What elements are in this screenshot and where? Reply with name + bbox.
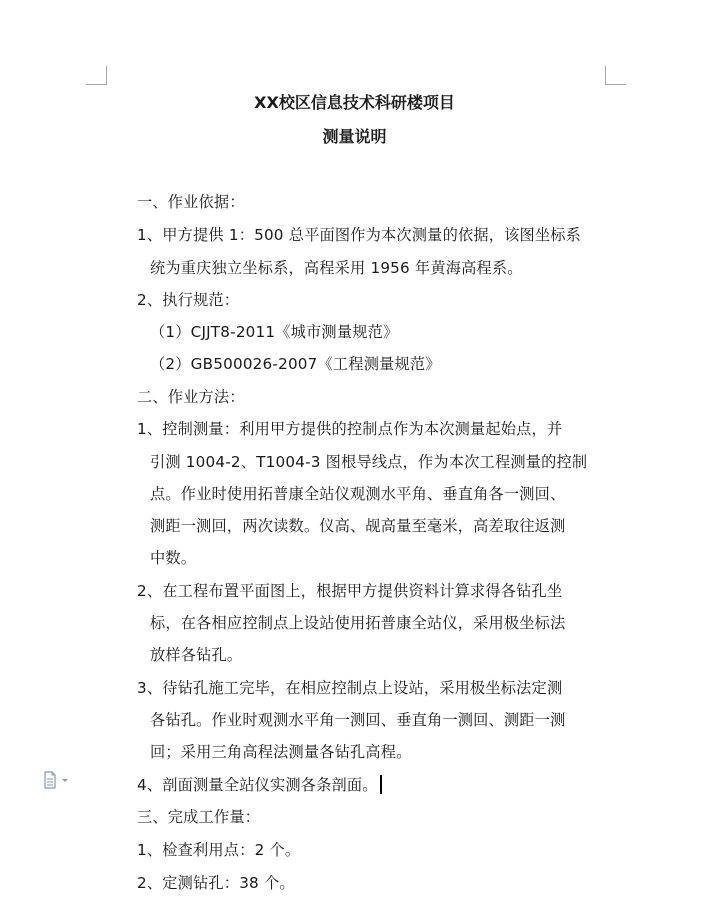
paragraph-line: 回；采用三角高程法测量各钻孔高程。 — [150, 743, 412, 761]
paragraph-line: 中数。 — [150, 549, 197, 567]
paragraph-line: 1、控制测量：利用甲方提供的控制点作为本次测量起始点，并 — [137, 420, 563, 438]
paragraph-line: 标，在各相应控制点上设站使用拓普康全站仪，采用极坐标法 — [150, 614, 566, 632]
text-cursor — [380, 775, 382, 794]
paragraph-line: 点。作业时使用拓普康全站仪观测水平角、垂直角各一测回、 — [150, 485, 566, 503]
section-heading-workload: 三、完成工作量： — [137, 808, 261, 826]
paragraph-line: （2）GB500026-2007《工程测量规范》 — [150, 355, 441, 373]
paragraph-line: 测距一测回，两次读数。仪高、觇高量至毫米，高差取往返测 — [150, 517, 566, 535]
document-title: XX校区信息技术科研楼项目 — [254, 93, 455, 112]
paragraph-text: 4、剖面测量全站仪实测各条剖面。 — [137, 776, 378, 794]
paragraph-line: 统为重庆独立坐标系，高程采用 1956 年黄海高程系。 — [150, 259, 523, 277]
document-subtitle: 测量说明 — [322, 127, 387, 146]
paragraph-line: 2、定测钻孔：38 个。 — [137, 874, 295, 892]
section-heading-basis: 一、作业依据： — [137, 193, 245, 211]
document-options-icon[interactable] — [43, 771, 71, 789]
margin-corner-top-right — [605, 66, 626, 85]
section-heading-method: 二、作业方法： — [137, 388, 245, 406]
paragraph-line: 2、执行规范： — [137, 291, 240, 309]
paragraph-line: 1、甲方提供 1：500 总平面图作为本次测量的依据，该图坐标系 — [137, 226, 582, 244]
paragraph-line: 引测 1004-2、T1004-3 图根导线点，作为本次工程测量的控制 — [150, 453, 588, 471]
paragraph-line: 放样各钻孔。 — [150, 646, 243, 664]
margin-corner-top-left — [86, 66, 107, 85]
paragraph-line: 1、检查利用点：2 个。 — [137, 841, 301, 859]
paragraph-line: （1）CJJT8-2011《城市测量规范》 — [150, 323, 399, 341]
paragraph-line: 2、在工程布置平面图上，根据甲方提供资料计算求得各钻孔坐 — [137, 582, 563, 600]
paragraph-line-with-cursor[interactable] — [137, 775, 382, 795]
paragraph-line: 各钻孔。作业时观测水平角一测回、垂直角一测回、测距一测 — [150, 711, 566, 729]
paragraph-line: 3、待钻孔施工完毕，在相应控制点上设站，采用极坐标法定测 — [137, 679, 563, 697]
